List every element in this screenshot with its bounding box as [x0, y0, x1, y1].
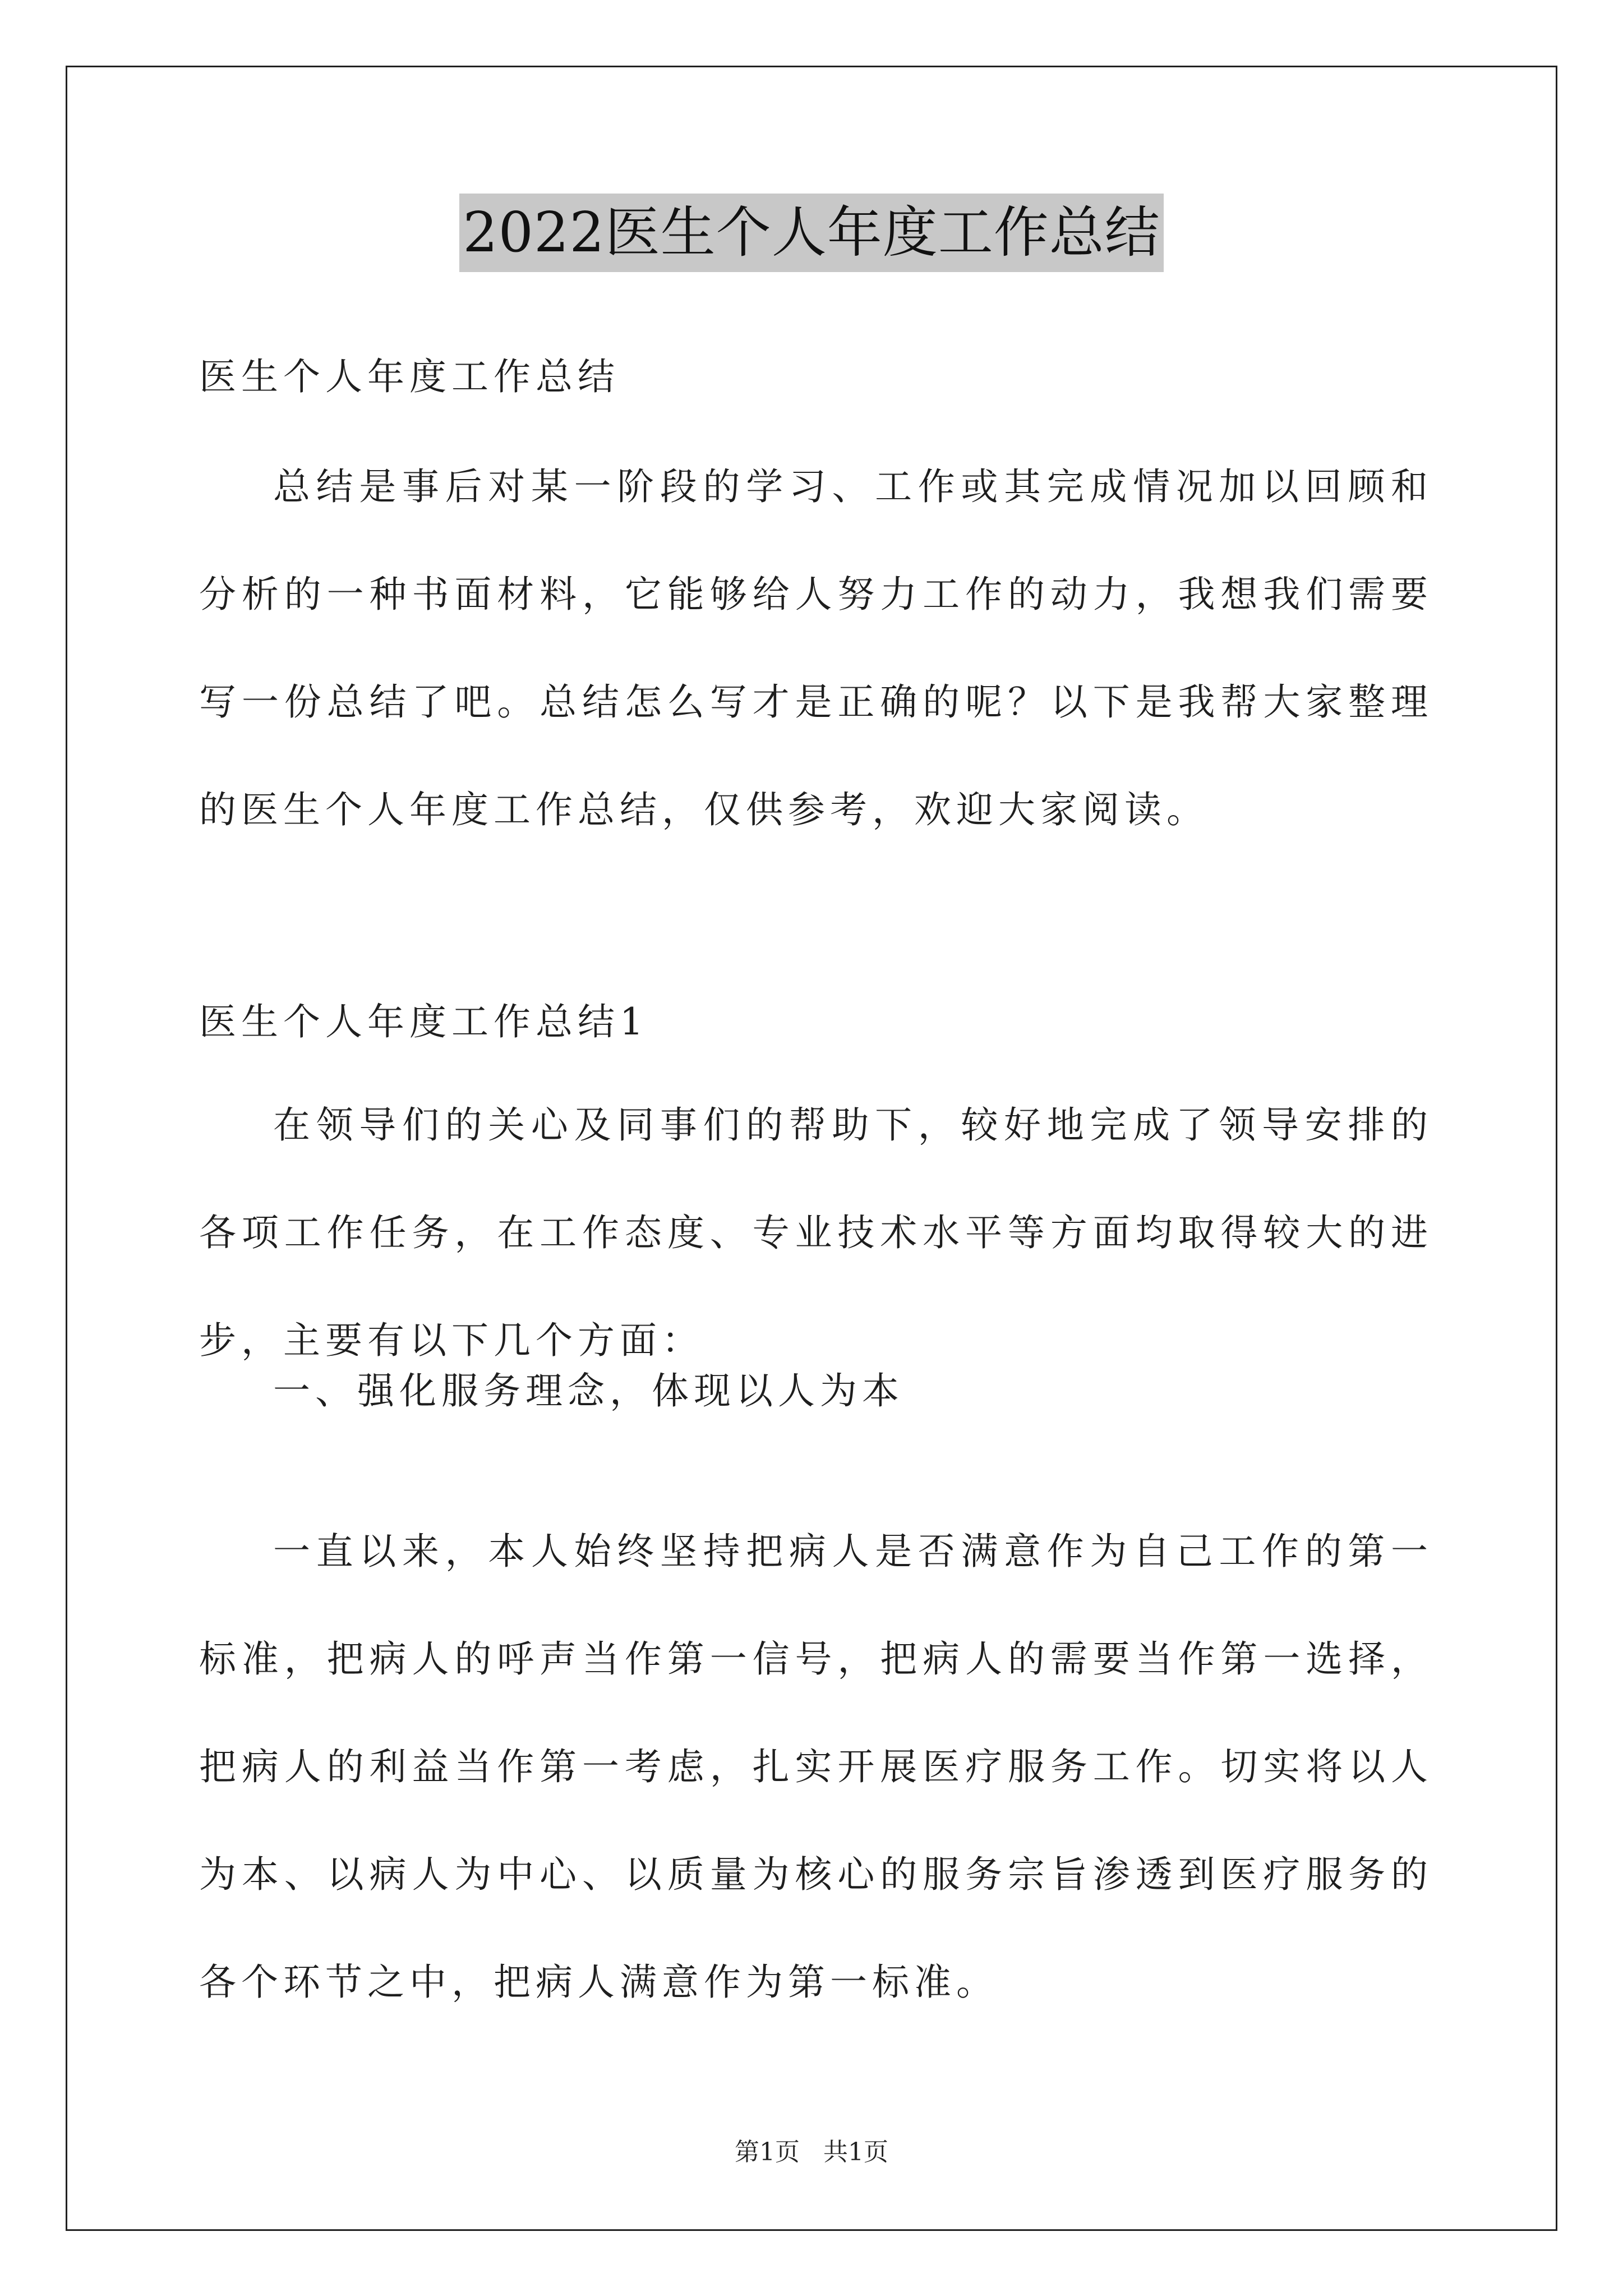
section-intro-paragraph: 在领导们的关心及同事们的帮助下，较好地完成了领导安排的各项工作任务，在工作态度、专业技术水平等方面均取得较大的进步，主要有以下几个方面： — [199, 1103, 1433, 1362]
point-heading: 一、强化服务理念，体现以人为本 — [273, 1369, 904, 1412]
document-subtitle: 医生个人年度工作总结 — [199, 355, 620, 398]
title-container — [0, 194, 1623, 272]
page-footer: 第1页 共1页 — [735, 2138, 888, 2166]
point-body-paragraph: 一直以来，本人始终坚持把病人是否满意作为自己工作的第一标准，把病人的呼声当作第一信号，把病人的需要当作第一选择，把病人的利益当作第一考虑，扎实开展医疗服务工作。切实将以人为本、以病人为中心、以质量为核心的服务宗旨渗透到医疗服务的各个环节之中，把病人满意作为第一标准。 — [199, 1530, 1433, 2004]
section-heading: 医生个人年度工作总结1 — [199, 1000, 648, 1043]
document-title: 2022医生个人年度工作总结 — [459, 194, 1163, 272]
intro-paragraph: 总结是事后对某一阶段的学习、工作或其完成情况加以回顾和分析的一种书面材料，它能够给人努力工作的动力，我想我们需要写一份总结了吧。总结怎么写才是正确的呢？以下是我帮大家整理的医生个人年度工作总结，仅供参考，欢迎大家阅读。 — [199, 465, 1433, 831]
